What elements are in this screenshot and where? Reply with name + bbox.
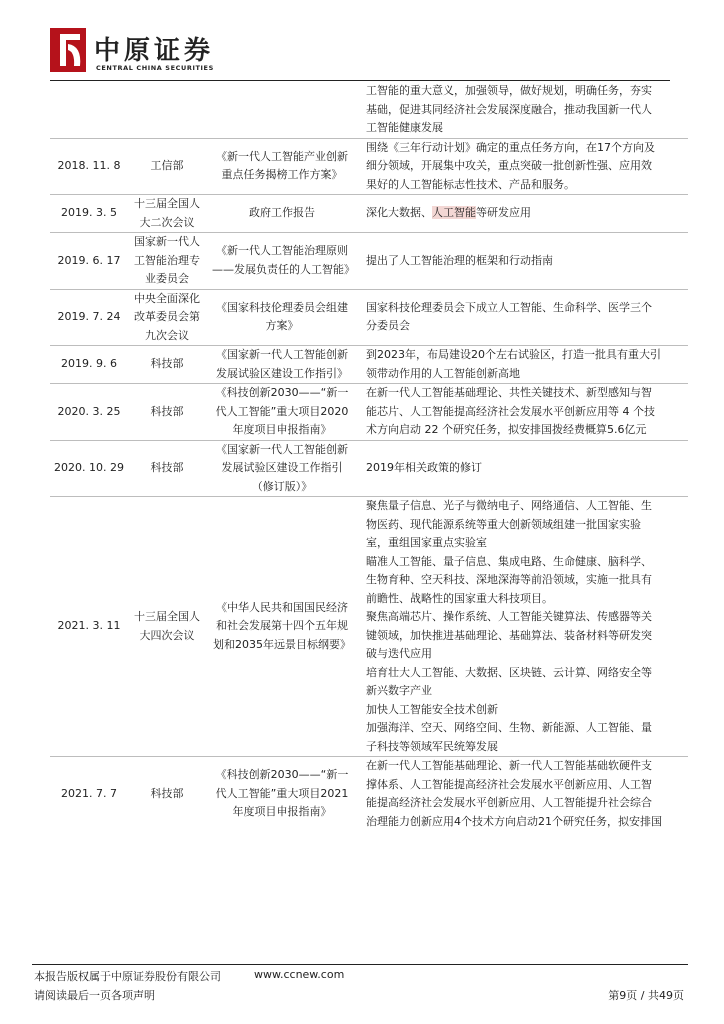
- cell-date: 2021. 3. 11: [50, 497, 128, 757]
- cell-doc: [206, 82, 358, 138]
- footer-disclaimer: 请阅读最后一页各项声明: [34, 989, 155, 1002]
- cell-date: [50, 82, 128, 138]
- cell-date: 2018. 11. 8: [50, 138, 128, 195]
- cell-date: 2020. 3. 25: [50, 384, 128, 441]
- table-row: [50, 440, 688, 497]
- cell-content: 到2023年，布局建设20个左右试验区，打造一批具有重大引 领带动作用的人工智能创新高地: [358, 346, 688, 384]
- policy-table: [50, 82, 670, 831]
- header-divider: [50, 80, 670, 81]
- cell-org: 工信部: [128, 138, 206, 195]
- footer-divider: [32, 964, 688, 965]
- cell-doc: 《科技创新2030——“新一代人工智能”重大项目2020年度项目申报指南》: [206, 384, 358, 441]
- cell-org: [128, 82, 206, 138]
- cell-org: 科技部: [128, 440, 206, 497]
- table-row: [50, 384, 688, 441]
- cell-content: 聚焦量子信息、光子与微纳电子、网络通信、人工智能、生 物医药、现代能源系统等重大创新领域组建一批国家实验 室，重组国家重点实验室 瞄准人工智能、量子信息、集成电路、生命健康、脑科学、 生物育种、空天科技、深地深海等前沿领域，实施一批具有 前瞻性、战略性的国家重大科技项目。 聚焦高端芯片、操作系统、人工智能关键算法、传感器等关 键领域，加快推进基础理论、基础算法、装备材料等研发突 破与迭代应用 培育壮大人工智能、大数据、区块链、云计算、网络安全等 新兴数字产业 加快人工智能安全技术创新 加强海洋、空天、网络空间、生物、新能源、人工智能、量 子科技等领域军民统筹发展: [358, 497, 688, 757]
- footer-url[interactable]: www.ccnew.com: [254, 968, 345, 981]
- cell-content: 在新一代人工智能基础理论、新一代人工智能基础软硬件支 撑体系、人工智能提高经济社会发展水平创新应用、人工智 能提高经济社会发展水平创新应用、人工智能提升社会综合 治理能力创新应用4个技术方向启动21个研究任务，拟安排国: [366, 759, 662, 828]
- cell-doc: 《新一代人工智能产业创新重点任务揭榜工作方案》: [206, 138, 358, 195]
- cell-org: 科技部: [128, 384, 206, 441]
- company-logo-icon: [50, 28, 86, 72]
- cell-content: 2019年相关政策的修订: [358, 440, 688, 497]
- company-name-cn: 中原证券: [94, 36, 215, 66]
- cell-date: 2020. 10. 29: [50, 440, 128, 497]
- page-number: 第9页 / 共49页: [608, 989, 684, 1002]
- footer-copyright: 本报告版权属于中原证券股份有限公司: [34, 970, 221, 983]
- cell-content: 国家科技伦理委员会下成立人工智能、生命科学、医学三个 分委员会: [358, 289, 688, 346]
- company-logo: [50, 28, 230, 80]
- cell-org: 十三届全国人大二次会议: [128, 195, 206, 233]
- cell-content: 深化大数据、人工智能等研发应用: [358, 195, 688, 233]
- cell-org: 十三届全国人大四次会议: [128, 497, 206, 757]
- table-row: [50, 346, 688, 384]
- table-row: [50, 233, 688, 290]
- cell-content: 提出了人工智能治理的框架和行动指南: [358, 233, 688, 290]
- cell-doc: 《国家新一代人工智能创新发展试验区建设工作指引（修订版）》: [206, 440, 358, 497]
- table-row: [50, 289, 688, 346]
- cell-date: 2019. 6. 17: [50, 233, 128, 290]
- cell-date: 2019. 3. 5: [50, 195, 128, 233]
- cell-doc: 《科技创新2030——“新一代人工智能”重大项目2021年度项目申报指南》: [215, 768, 349, 819]
- cell-org: 科技部: [150, 786, 184, 800]
- highlighted-keyword: 人工智能: [432, 206, 476, 220]
- cell-doc: 《国家科技伦理委员会组建方案》: [206, 289, 358, 346]
- cell-doc: 《国家新一代人工智能创新发展试验区建设工作指引》: [206, 346, 358, 384]
- cell-content: 工智能的重大意义，加强领导，做好规划，明确任务，夯实 基础，促进其同经济社会发展深度融合，推动我国新一代人 工智能健康发展: [358, 82, 688, 138]
- cell-org: 中央全面深化改革委员会第九次会议: [128, 289, 206, 346]
- table-row: [50, 497, 688, 757]
- table-row: [50, 195, 688, 233]
- table-row: [50, 757, 688, 832]
- cell-date: 2021. 7. 7: [61, 786, 117, 800]
- cell-doc: 政府工作报告: [206, 195, 358, 233]
- cell-org: 科技部: [128, 346, 206, 384]
- cell-doc: 《中华人民共和国国民经济和社会发展第十四个五年规划和2035年远景目标纲要》: [206, 497, 358, 757]
- cell-date: 2019. 9. 6: [50, 346, 128, 384]
- cell-org: 国家新一代人工智能治理专业委员会: [128, 233, 206, 290]
- table-row: [50, 82, 688, 138]
- cell-content: 围绕《三年行动计划》确定的重点任务方向，在17个方向及 细分领域，开展集中攻关，重点突破一批创新性强、应用效 果好的人工智能标志性技术、产品和服务。: [358, 138, 688, 195]
- table-row: [50, 138, 688, 195]
- cell-content: 在新一代人工智能基础理论、共性关键技术、新型感知与智 能芯片、人工智能提高经济社会发展水平创新应用等 4 个技 术方向启动 22 个研究任务，拟安排国拨经费概算5.6亿元: [358, 384, 688, 441]
- cell-doc: 《新一代人工智能治理原则——发展负责任的人工智能》: [206, 233, 358, 290]
- company-name-en: CENTRAL CHINA SECURITIES: [96, 64, 214, 72]
- cell-date: 2019. 7. 24: [50, 289, 128, 346]
